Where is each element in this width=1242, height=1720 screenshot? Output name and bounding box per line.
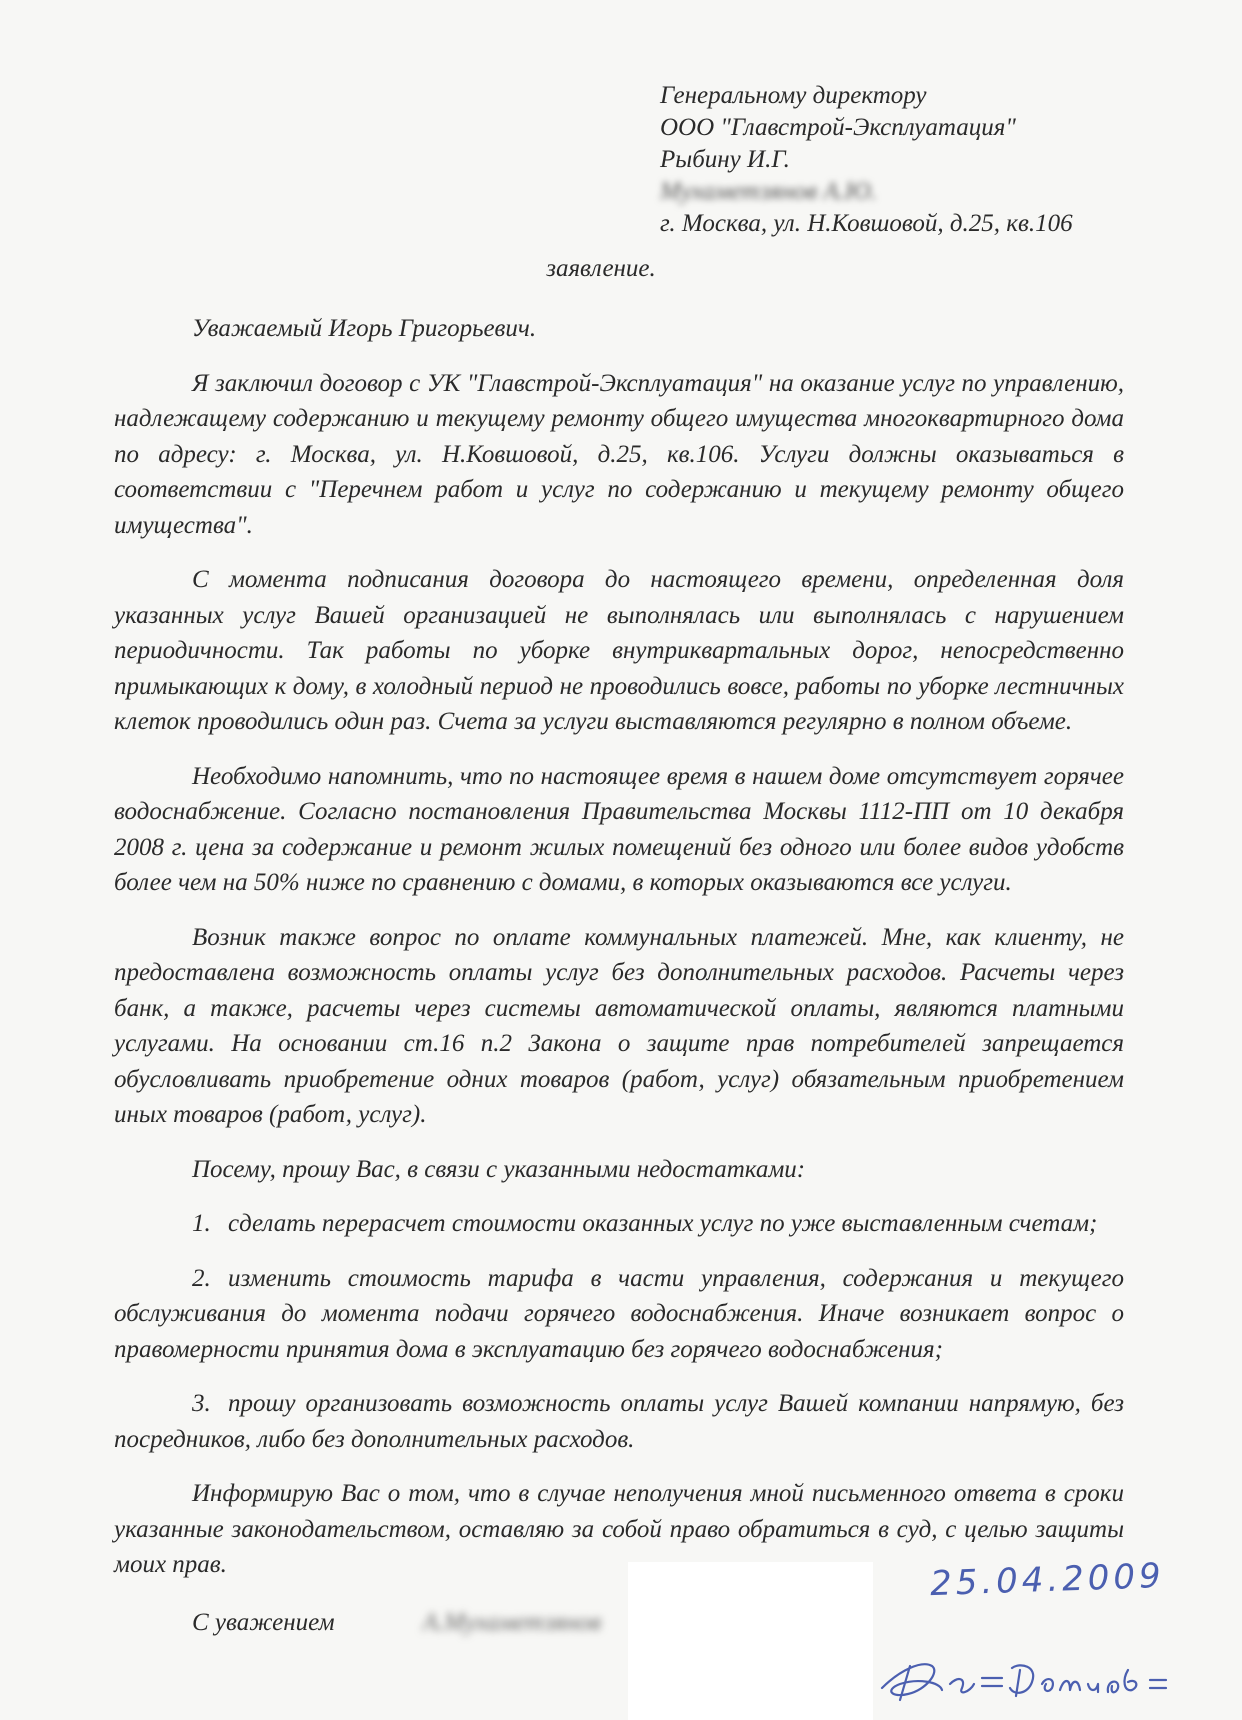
addressee-block xyxy=(660,80,1180,240)
handwritten-signature-icon xyxy=(870,1640,1190,1710)
addressee-company: ООО "Главстрой-Эксплуатация" xyxy=(660,114,1016,141)
document-title: заявление. xyxy=(546,255,656,282)
request-item-1: 1. сделать перерасчет стоимости оказанных услуг по уже выставленным счетам; xyxy=(192,1210,1098,1237)
signer-name-redacted: А.Мухаметзянов xyxy=(422,1608,602,1636)
sender-address: г. Москва, ул. Н.Ковшовой, д.25, кв.106 xyxy=(660,210,1073,237)
letter-body xyxy=(114,311,1124,1659)
paragraph-services: С момента подписания договора до настоящего времени, определенная доля указанных услуг Вашей организацией не выполнялась или выполнялась с нарушением периодичности. Так работы по уборке внутриквартальных дорог, непосредственно примыкающих к дому, в холодный период не проводились вовсе, работы по уборке лестничных клеток проводились один раз. Счета за услуги выставляются регулярно в полном объеме. xyxy=(114,566,1124,735)
sender-name-redacted: Мухаметзянов А.Ю. xyxy=(660,178,877,205)
paragraph-payments: Возник также вопрос по оплате коммунальных платежей. Мне, как клиенту, не предоставлена возможность оплаты услуг без дополнительных расходов. Расчеты через банк, а также, расчеты через системы автоматической оплаты, являются платными услугами. На основании ст.16 п.2 Закона о защите прав потребителей запрещается обусловливать приобретение одних товаров (работ, услуг) обязательным приобретением иных товаров (работ, услуг). xyxy=(114,923,1124,1128)
closing-line: С уважением А.Мухаметзянов xyxy=(114,1605,1124,1641)
redaction-patch xyxy=(628,1562,873,1720)
addressee-name: Рыбину И.Г. xyxy=(660,146,790,173)
request-item-2: 2. изменить стоимость тарифа в части управления, содержания и текущего обслуживания до момента подачи горячего водоснабжения. Иначе возникает вопрос о правомерности принятия дома в эксплуатацию без горячего водоснабжения; xyxy=(114,1264,1124,1363)
paragraph-final: Информирую Вас о том, что в случае неполучения мной письменного ответа в сроки указанные законодательством, оставляю за собой право обратиться в суд, с целью защиты моих прав. xyxy=(114,1480,1124,1578)
request-item-3: 3. прошу организовать возможность оплаты услуг Вашей компании напрямую, без посредников, либо без дополнительных расходов. xyxy=(114,1390,1124,1453)
paragraph-request-intro: Посему, прошу Вас, в связи с указанными недостатками: xyxy=(192,1155,806,1183)
paragraph-hot-water: Необходимо напомнить, что по настоящее время в нашем доме отсутствует горячее водоснабжение. Согласно постановления Правительства Москвы 1112-ПП от 10 декабря 2008 г. цена за содержание и ремонт жилых помещений без одного или более видов удобств более чем на 50% ниже по сравнению с домами, в которых оказываются все услуги. xyxy=(114,762,1124,896)
handwritten-date: 25.04.2009 xyxy=(929,1555,1166,1605)
addressee-position: Генеральному директору xyxy=(660,82,927,109)
paragraph-contract: Я заключил договор с УК "Главстрой-Эксплуатация" на оказание услуг по управлению, надлежащему содержанию и текущему ремонту общего имущества многоквартирного дома по адресу: г. Москва, ул. Н.Ковшовой, д.25, кв.106. Услуги должны оказываться в соответствии с "Перечнем работ и услуг по содержанию и текущему ремонту общего имущества". xyxy=(114,369,1124,539)
salutation: Уважаемый Игорь Григорьевич. xyxy=(192,315,537,342)
